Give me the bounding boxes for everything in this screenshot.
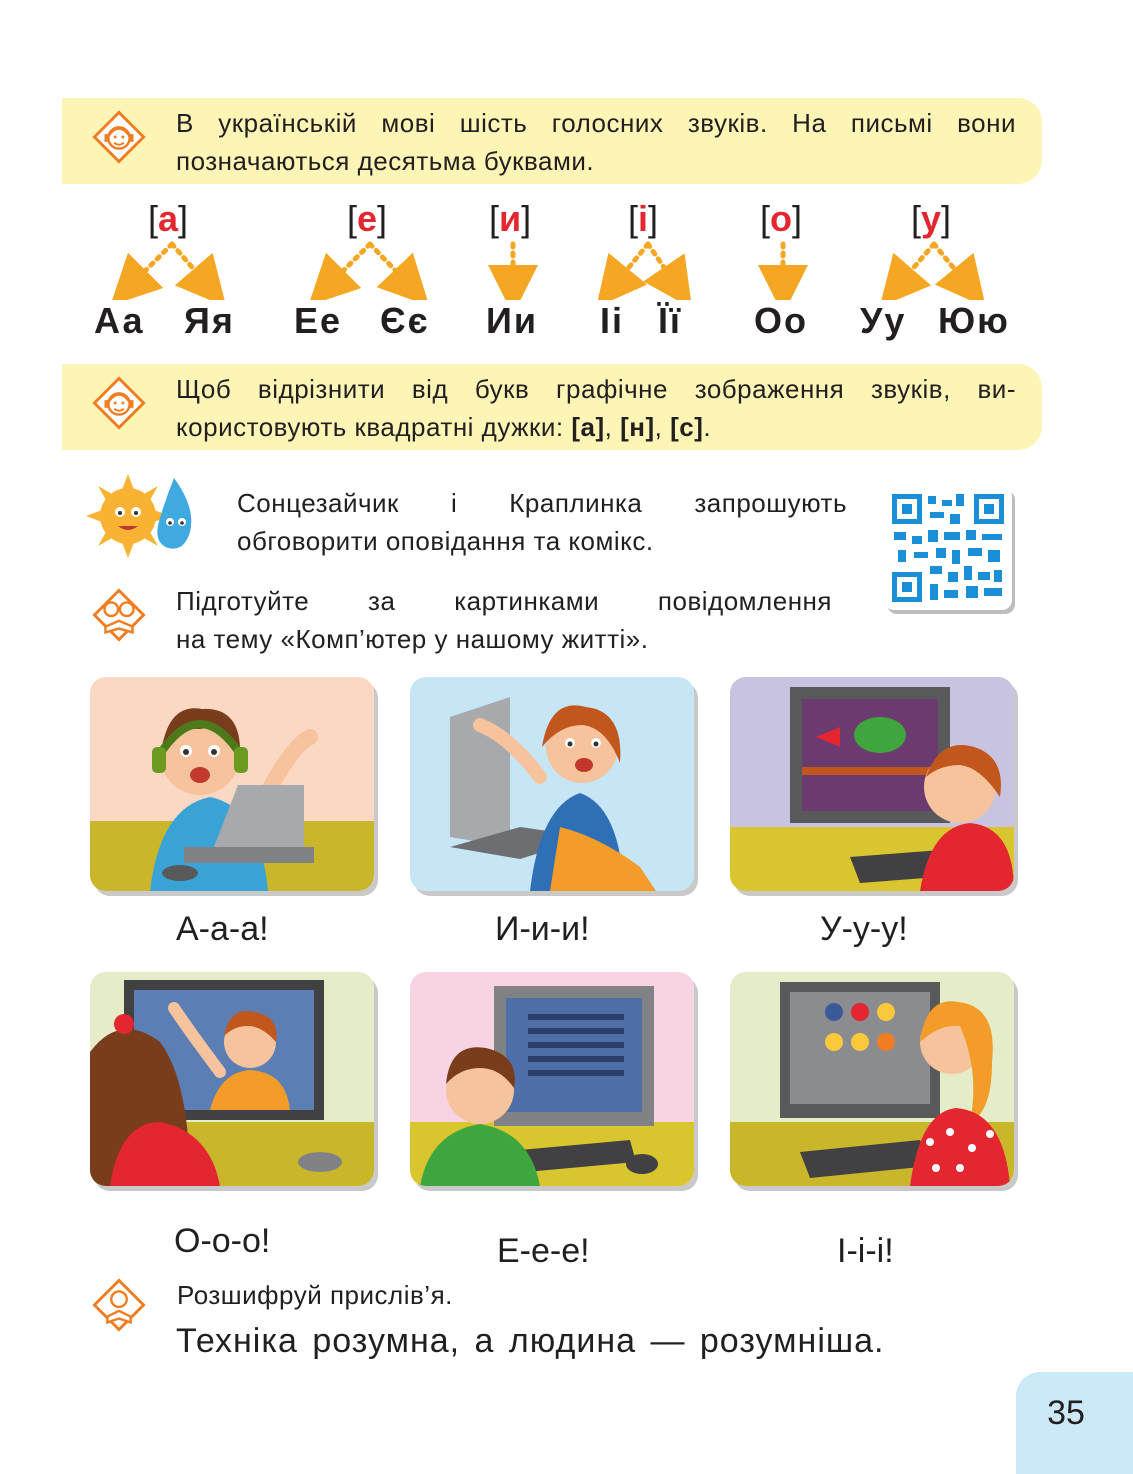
qr-code-icon — [884, 486, 1012, 610]
letter-ii: Іі — [600, 300, 625, 341]
letter-aa: Аа — [94, 300, 145, 341]
caption-u: У-у-у! — [820, 910, 908, 948]
task1-text: Підготуйте за картинками повідомлення на тему «Комп’ютер у нашому житті». — [176, 586, 832, 654]
listening-rule-icon — [90, 108, 148, 166]
letter-ye: Єє — [380, 300, 430, 341]
sound-e: [е] — [347, 198, 388, 239]
picture-girl-emoji-monitor — [730, 972, 1014, 1186]
caption-o: О-о-о! — [174, 1222, 271, 1260]
picture-girl-computer — [410, 677, 694, 891]
listening-rule-icon — [90, 374, 148, 432]
sound-y: [и] — [489, 198, 532, 239]
group-work-icon — [90, 586, 148, 644]
letter-uu: Уу — [860, 300, 907, 341]
caption-y: И-и-и! — [495, 910, 590, 948]
letter-ya: Яя — [184, 300, 235, 341]
qr-code[interactable] — [884, 486, 1012, 610]
sound-letter-arrows — [0, 236, 1133, 300]
caption-a: А-а-а! — [176, 910, 269, 948]
caption-i: І-і-і! — [837, 1232, 894, 1270]
picture-boy-thinking-monitor — [410, 972, 694, 1186]
proverb-text: Техніка розумна, а людина — розумніша. — [176, 1322, 885, 1360]
letter-yy: Ии — [486, 300, 539, 341]
sound-i: [і] — [628, 198, 659, 239]
info-text-1: В українській мові шість голосних звуків. На письмі вони позначаються десятьма буквами. — [176, 108, 1016, 176]
sound-u: [у] — [911, 198, 952, 239]
reading-task-icon — [90, 1276, 148, 1334]
letter-oo: Оо — [754, 300, 808, 341]
picture-boy-headphones-laptop — [90, 677, 374, 891]
info-text-2: Щоб відрізнити від букв графічне зображення звуків, ви- користовують квадратні дужки: [а], [н], [с]. — [176, 374, 1016, 442]
letter-yi: Її — [658, 300, 683, 341]
page-number-box — [1016, 1372, 1133, 1474]
picture-boy-game-monitor — [730, 677, 1014, 891]
letter-ee: Ее — [294, 300, 343, 341]
task2-instruction: Розшифруй прислів’я. — [177, 1280, 453, 1310]
letter-yu: Юю — [938, 300, 1010, 341]
caption-e: Е-е-е! — [497, 1232, 590, 1270]
sound-o: [о] — [760, 198, 803, 239]
page-number: 35 — [1047, 1394, 1085, 1432]
picture-girl-video-call — [90, 972, 374, 1186]
sun-and-drop-characters-icon — [86, 468, 204, 560]
sound-a: [а] — [148, 198, 189, 239]
invite-text: Сонцезайчик і Краплинка запрошують обговорити оповідання та комікс. — [237, 488, 847, 556]
